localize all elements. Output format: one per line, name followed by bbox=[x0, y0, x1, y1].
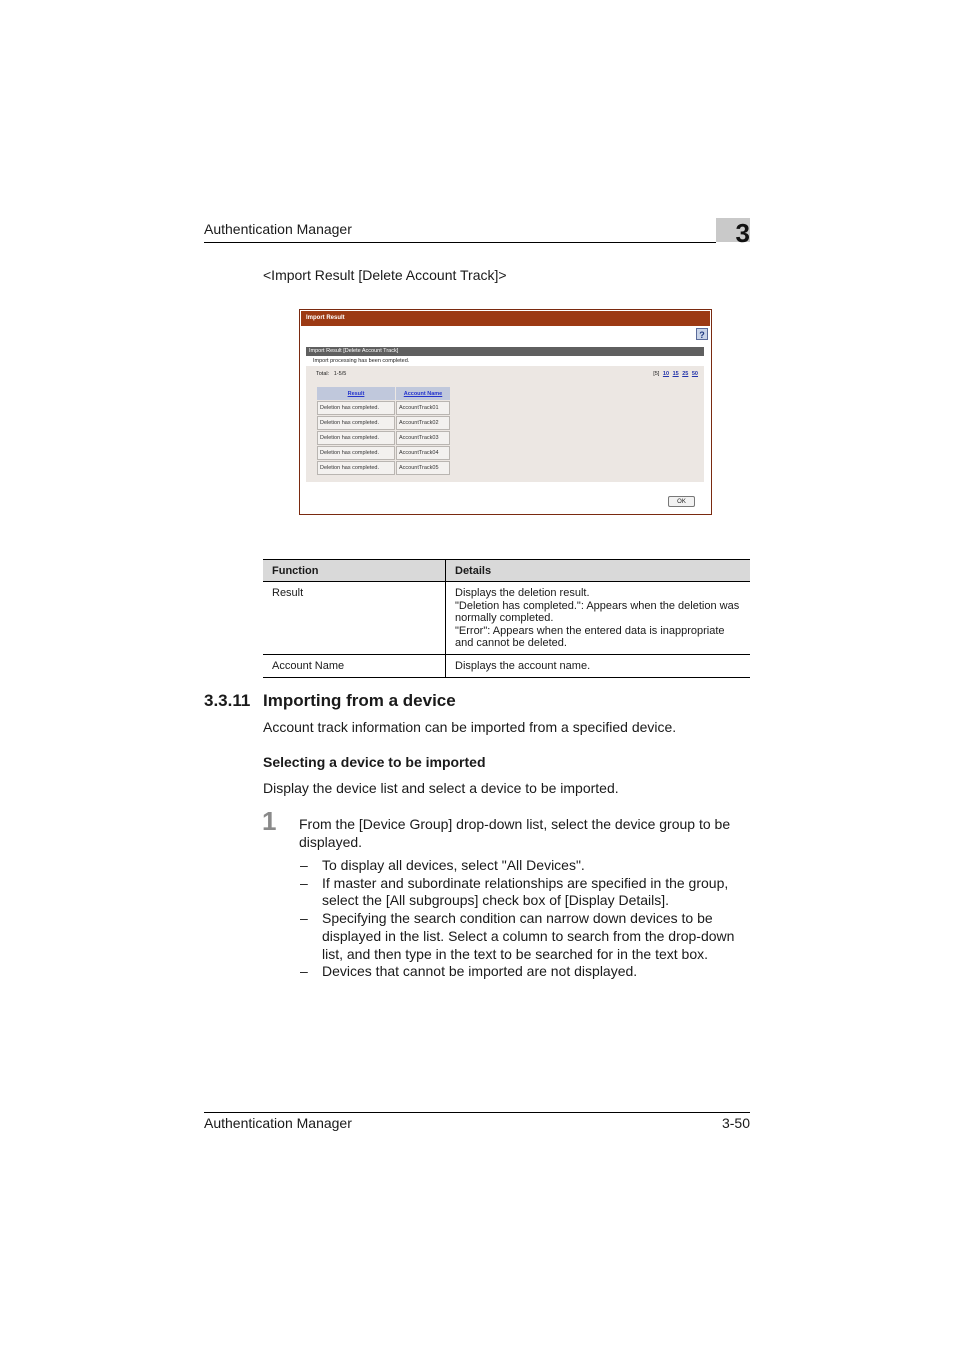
step-number: 1 bbox=[262, 806, 277, 836]
function-details-table bbox=[263, 559, 750, 678]
subheading-intro: Display the device list and select a device to be imported. bbox=[263, 780, 619, 796]
function-column-header: Function bbox=[263, 560, 446, 582]
bullet-text: If master and subordinate relationships are specified in the group, select the [All subgroups] check box of [Display Details]. bbox=[322, 874, 729, 909]
table-row bbox=[317, 416, 450, 430]
details-line: "Error": Appears when the entered data is inappropriate bbox=[455, 624, 725, 637]
panel-title: Import Result [Delete Account Track] bbox=[306, 347, 704, 356]
result-cell: Deletion has completed. bbox=[317, 446, 395, 460]
details-column-header: Details bbox=[446, 560, 751, 582]
header-rule bbox=[204, 242, 716, 243]
account-name-cell: AccountTrack01 bbox=[396, 401, 450, 415]
ok-button[interactable]: OK bbox=[668, 496, 695, 507]
completion-message: Import processing has been completed. bbox=[313, 358, 410, 364]
sort-result-header[interactable]: Result bbox=[317, 387, 395, 400]
bullet-marker: – bbox=[300, 857, 308, 873]
table-row bbox=[317, 461, 450, 475]
details-cell bbox=[446, 654, 751, 677]
details-line: normally completed. bbox=[455, 612, 554, 625]
bullet-marker: – bbox=[300, 910, 308, 927]
account-name-cell: AccountTrack03 bbox=[396, 431, 450, 445]
details-cell bbox=[446, 582, 751, 655]
result-panel bbox=[306, 366, 704, 482]
window-title-bar: Import Result bbox=[301, 311, 710, 326]
subheading: Selecting a device to be imported bbox=[263, 754, 486, 770]
table-row bbox=[317, 431, 450, 445]
table-row bbox=[263, 582, 750, 655]
function-cell: Result bbox=[263, 582, 446, 655]
help-icon[interactable]: ? bbox=[696, 328, 708, 340]
bullet-marker: – bbox=[300, 963, 308, 980]
import-result-screenshot bbox=[299, 309, 712, 515]
table-row bbox=[317, 401, 450, 415]
result-cell: Deletion has completed. bbox=[317, 401, 395, 415]
table-row bbox=[317, 446, 450, 460]
page-size-current: [5] bbox=[653, 371, 660, 377]
total-count bbox=[316, 371, 346, 377]
account-name-cell: AccountTrack05 bbox=[396, 461, 450, 475]
section-intro: Account track information can be imported from a specified device. bbox=[263, 719, 677, 735]
section-heading bbox=[204, 691, 456, 711]
page-size-15-link[interactable]: 15 bbox=[672, 371, 679, 377]
details-line: "Deletion has completed.": Appears when the deletion was bbox=[455, 599, 740, 612]
result-cell: Deletion has completed. bbox=[317, 416, 395, 430]
bullet-marker: – bbox=[300, 874, 308, 891]
list-item bbox=[299, 910, 754, 963]
footer-rule bbox=[204, 1112, 750, 1113]
page-size-selector bbox=[651, 371, 698, 377]
details-line: and cannot be deleted. bbox=[455, 637, 567, 650]
step-bullet-list bbox=[299, 857, 754, 981]
list-item bbox=[299, 963, 754, 981]
bullet-text: To display all devices, select "All Devices". bbox=[322, 857, 585, 873]
sort-account-name-header[interactable]: Account Name bbox=[396, 387, 450, 400]
figure-caption: <Import Result [Delete Account Track]> bbox=[263, 267, 507, 283]
function-cell: Account Name bbox=[263, 654, 446, 677]
section-number: 3.3.11 bbox=[204, 691, 251, 710]
page-number: 3-50 bbox=[721, 1115, 750, 1131]
result-table bbox=[316, 386, 451, 476]
bullet-text: Specifying the search condition can narrow down devices to be displayed in the list. Select a column to search from the drop-down list, and then type in the text to be searched for in the text box. bbox=[322, 910, 735, 962]
details-line: Displays the account name. bbox=[455, 659, 591, 672]
page-size-50-link[interactable]: 50 bbox=[691, 371, 698, 377]
account-name-cell: AccountTrack02 bbox=[396, 416, 450, 430]
result-cell: Deletion has completed. bbox=[317, 461, 395, 475]
details-line: Displays the deletion result. bbox=[455, 587, 590, 599]
section-title: Importing from a device bbox=[263, 691, 456, 710]
table-row bbox=[263, 654, 750, 677]
total-value: 1-5/5 bbox=[333, 371, 347, 377]
bullet-text: Devices that cannot be imported are not displayed. bbox=[322, 963, 638, 980]
footer-title: Authentication Manager bbox=[204, 1115, 352, 1131]
page-size-10-link[interactable]: 10 bbox=[662, 371, 670, 377]
account-name-cell: AccountTrack04 bbox=[396, 446, 450, 460]
page-size-25-link[interactable]: 25 bbox=[682, 371, 689, 377]
list-item bbox=[299, 875, 754, 910]
step-text: From the [Device Group] drop-down list, select the device group to be displayed. bbox=[299, 816, 731, 850]
result-cell: Deletion has completed. bbox=[317, 431, 395, 445]
running-header-title: Authentication Manager bbox=[204, 221, 352, 237]
total-label: Total: bbox=[316, 371, 330, 377]
chapter-number: 3 bbox=[735, 218, 750, 248]
list-item bbox=[299, 857, 754, 875]
